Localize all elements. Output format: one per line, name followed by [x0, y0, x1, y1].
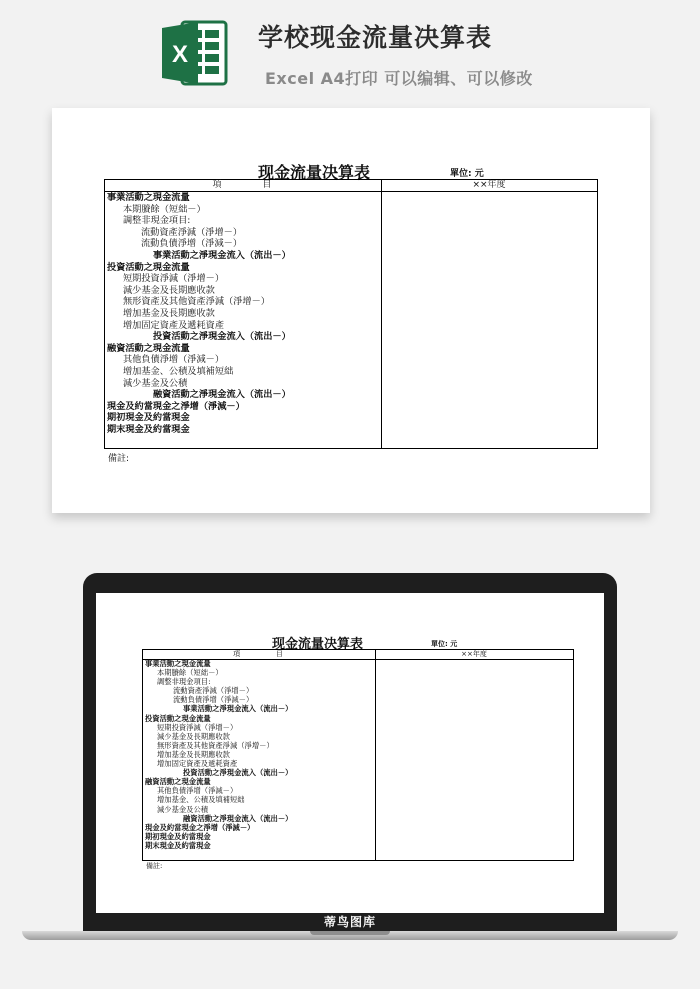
- sheet-title: 现金流量决算表: [258, 163, 371, 182]
- table-row: 短期投資淨減（淨增－）: [123, 273, 225, 285]
- column-header-year: ××年度: [472, 180, 506, 190]
- table-row: 事業活動之現金流量: [107, 192, 190, 203]
- table-row: 無形資產及其他資產淨減（淨增－）: [157, 740, 274, 750]
- cash-flow-table: [104, 179, 598, 449]
- table-row: 事業活動之現金流量: [145, 659, 211, 668]
- table-row: 無形資產及其他資產淨減（淨增－）: [123, 296, 270, 308]
- page-title: 学校现金流量决算表: [258, 23, 493, 52]
- table-row: 增加基金及長期應收款: [157, 749, 230, 759]
- table-row: 減少基金及長期應收款: [157, 731, 230, 741]
- sheet-title: 现金流量决算表: [272, 637, 364, 652]
- table-row: 本期賸餘（短絀－）: [157, 668, 223, 678]
- table-row: 期末現金及約當現金: [145, 840, 211, 850]
- table-row: 減少基金及公積: [157, 804, 209, 814]
- column-divider: [375, 650, 376, 860]
- column-divider: [381, 180, 382, 448]
- unit-label: 單位: 元: [450, 169, 484, 179]
- table-row: 減少基金及長期應收款: [123, 284, 215, 296]
- table-row: 現金及約當現金之淨增（淨減－）: [107, 400, 245, 412]
- table-row: 投資活動之現金流量: [107, 261, 190, 273]
- page-subtitle: Excel A4打印 可以编辑、可以修改: [265, 69, 533, 88]
- table-row: 本期賸餘（短絀－）: [123, 203, 206, 215]
- table-rows: [143, 659, 292, 850]
- cash-flow-sheet: [52, 108, 650, 513]
- table-row: 流動負債淨增（淨減－）: [173, 695, 254, 705]
- remarks-label: 備註:: [108, 454, 130, 464]
- table-row: 短期投資淨減（淨增－）: [157, 722, 238, 732]
- table-rows: [105, 192, 291, 435]
- laptop-notch: [310, 931, 390, 935]
- table-row: 期初現金及約當現金: [107, 412, 190, 424]
- table-row: 增加基金及長期應收款: [123, 307, 215, 319]
- table-row: 流動負債淨增（淨減－）: [141, 238, 243, 250]
- table-row: 融資活動之現金流量: [107, 342, 190, 354]
- table-row: 減少基金及公積: [123, 377, 188, 389]
- watermark-caption: 蒂鸟图库: [323, 915, 376, 929]
- table-row: 現金及約當現金之淨增（淨減－）: [145, 822, 255, 832]
- table-row: 其他負債淨增（淨減－）: [157, 786, 238, 796]
- table-row: 投資活動之淨現金流入（流出－）: [153, 331, 291, 343]
- sheet-preview-card: [52, 108, 650, 513]
- table-row: 融資活動之現金流量: [145, 777, 211, 787]
- table-row: 增加基金、公積及填補短絀: [157, 795, 245, 805]
- column-header-item: 項 目: [233, 650, 285, 658]
- table-row: 增加基金、公積及填補短絀: [123, 365, 234, 377]
- table-row: 增加固定資產及遞耗資產: [157, 759, 238, 769]
- table-row: 投資活動之淨現金流入（流出－）: [183, 768, 293, 778]
- cash-flow-sheet-mini: [96, 593, 604, 913]
- table-row: 事業活動之淨現金流入（流出－）: [153, 249, 291, 261]
- table-row: 調整非現金項目:: [157, 677, 211, 687]
- table-row: 期末現金及約當現金: [107, 423, 190, 435]
- table-row: 調整非現金項目:: [123, 215, 191, 227]
- table-row: 融資活動之淨現金流入（流出－）: [183, 813, 293, 823]
- table-row: 其他負債淨增（淨減－）: [123, 354, 225, 366]
- table-row: 流動資產淨減（淨增－）: [173, 686, 254, 696]
- table-row: 投資活動之現金流量: [145, 713, 211, 723]
- table-row: 事業活動之淨現金流入（流出－）: [183, 704, 293, 714]
- table-row: 流動資產淨減（淨增－）: [141, 226, 243, 238]
- laptop-screen: [96, 593, 604, 913]
- unit-label: 單位: 元: [431, 640, 458, 648]
- excel-icon: [160, 20, 228, 86]
- table-row: 融資活動之淨現金流入（流出－）: [153, 389, 291, 401]
- table-row: 期初現金及約當現金: [145, 831, 211, 841]
- svg-text:X: X: [171, 41, 189, 68]
- column-header-item: 項 目: [212, 180, 274, 190]
- remarks-label: 備註:: [146, 862, 163, 870]
- column-header-year: ××年度: [461, 650, 487, 658]
- table-row: 增加固定資產及遞耗資產: [123, 319, 225, 331]
- cash-flow-table: [142, 649, 574, 861]
